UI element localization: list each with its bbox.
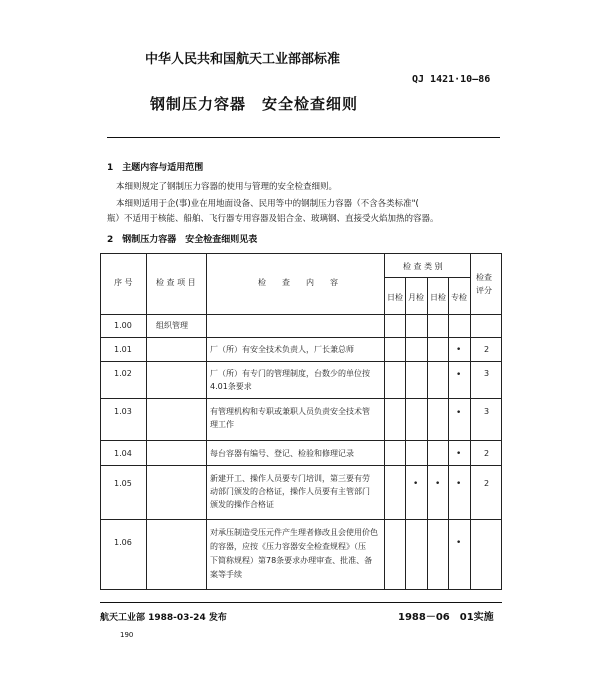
table-line (100, 253, 101, 590)
table-row-content: 动部门颁发的合格证，操作人员要有主管部门 (210, 487, 370, 496)
table-line (100, 440, 502, 441)
check-mark: • (456, 345, 462, 355)
table-row-seq: 1.06 (114, 538, 132, 547)
table-row-content: 每台容器有编号、登记、检验和修理记录 (210, 449, 354, 458)
header-content: 检 查 内 容 (258, 278, 338, 287)
header-category: 检 查 类 别 (403, 262, 443, 271)
table-row-content: 的容器，应按《压力容器安全检查规程》（压 (210, 542, 366, 551)
table-row-score: 2 (484, 479, 490, 488)
header-cat-1: 日检 (387, 293, 403, 302)
page-number: 190 (120, 631, 134, 639)
section-1-paragraph-2-line-1: 本细则适用于企(事)业在用地面设备、民用等中的钢制压力容器（不含各类标准"( (116, 199, 419, 209)
table-row-score: 3 (484, 407, 490, 416)
header-score-line-2: 评分 (476, 286, 492, 295)
table-row-score: 3 (484, 369, 490, 378)
table-line (427, 277, 428, 590)
issuing-organization: 中华人民共和国航天工业部部标准 (145, 52, 341, 67)
inspection-table (100, 253, 502, 590)
check-mark: • (456, 538, 462, 548)
section-2-heading: 2 钢制压力容器 安全检查细则见表 (107, 235, 258, 245)
check-mark: • (456, 479, 462, 489)
table-line (100, 314, 502, 315)
table-row-content: 颁发的操作合格证 (210, 500, 274, 509)
table-line (448, 277, 449, 590)
publish-date: 航天工业部 1988-03-24 发布 (100, 613, 227, 623)
table-row-content: 案等手续 (210, 570, 242, 579)
table-line (100, 398, 502, 399)
table-row-seq: 1.04 (114, 449, 132, 458)
table-row-content: 下简称规程）第78条要求办理审查、批准、备 (210, 556, 373, 565)
section-1-paragraph-2-line-2: 瓶）不适用于核能、船舶、飞行器专用容器及铝合金、玻璃钢、直接受火焰加热的容器。 (107, 214, 439, 224)
check-mark: • (456, 408, 462, 418)
table-row-seq: 1.00 (114, 321, 132, 330)
table-line (470, 253, 471, 590)
table-row-content: 4.01条要求 (210, 382, 252, 391)
table-line (100, 589, 502, 590)
table-row-seq: 1.02 (114, 369, 132, 378)
header-rule (107, 137, 500, 138)
section-1-paragraph-1: 本细则规定了钢制压力容器的使用与管理的安全检查细则。 (116, 182, 338, 192)
table-line (100, 519, 502, 520)
table-line (405, 277, 406, 590)
header-score-line-1: 检查 (476, 273, 492, 282)
table-line (100, 337, 502, 338)
table-row-content: 厂（所）有专门的管理制度，台数少的单位按 (210, 369, 370, 378)
table-line (100, 253, 502, 254)
document-title: 钢制压力容器 安全检查细则 (150, 95, 359, 113)
effective-date: 1988－06 01实施 (398, 612, 494, 623)
header-seq: 序 号 (114, 278, 133, 287)
header-item: 检 查 项 目 (156, 278, 196, 287)
check-mark: • (456, 370, 462, 380)
table-line (100, 361, 502, 362)
table-row-content: 新建开工、操作人员要专门培训，第三要有劳 (210, 474, 370, 483)
table-row-content: 对承压制造受压元件产生理者修改且会使用价色 (210, 528, 378, 537)
table-line (501, 253, 502, 590)
table-row-seq: 1.01 (114, 345, 132, 354)
table-line (384, 253, 385, 590)
header-cat-2: 月检 (408, 293, 424, 302)
header-cat-4: 专检 (451, 293, 467, 302)
check-mark: • (413, 479, 419, 489)
table-row-content: 有管理机构和专职或兼职人员负责安全技术管 (210, 407, 370, 416)
table-line (146, 253, 147, 590)
table-row-seq: 1.05 (114, 479, 132, 488)
table-row-score: 2 (484, 449, 490, 458)
table-line (100, 465, 502, 466)
table-row-content: 理工作 (210, 420, 234, 429)
table-line (206, 253, 207, 590)
table-row-content: 厂（所）有安全技术负责人，厂长兼总师 (210, 345, 354, 354)
table-row-item: 组织管理 (156, 321, 188, 330)
check-mark: • (456, 449, 462, 459)
standard-code: QJ 1421·10—86 (412, 74, 491, 85)
table-row-seq: 1.03 (114, 407, 132, 416)
header-cat-3: 日检 (430, 293, 446, 302)
footer-rule (100, 602, 502, 603)
check-mark: • (435, 479, 441, 489)
section-1-heading: 1 主题内容与适用范围 (107, 163, 204, 173)
table-row-score: 2 (484, 345, 490, 354)
